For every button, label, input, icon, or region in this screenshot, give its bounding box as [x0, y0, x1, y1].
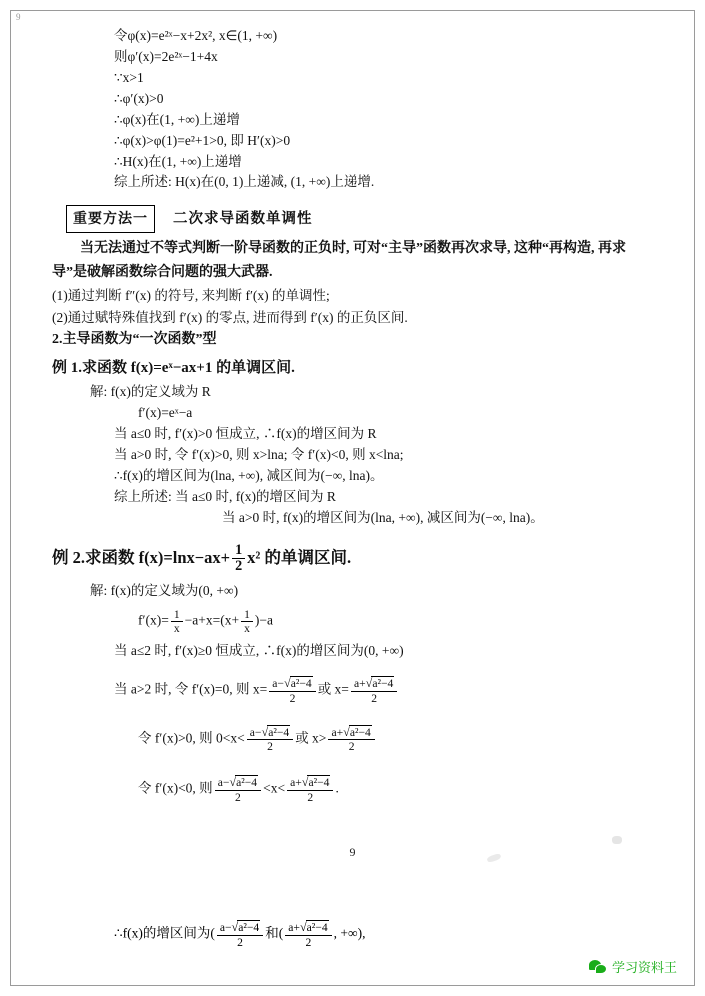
e2-l5-pre: 令 f′(x)>0, 则 0<x<: [138, 730, 245, 746]
sqrt-icon: √a²−4: [343, 724, 371, 739]
e2-l7-mid: 和(: [265, 925, 284, 941]
example-1-line-1: 解: f(x)的定义域为 R: [90, 384, 211, 400]
e2-l5-fraction-2: [328, 725, 374, 754]
e2-l7-f1-den: 2: [217, 935, 263, 949]
example-2-head-post: x² 的单调区间.: [247, 547, 352, 567]
wechat-icon: [589, 960, 606, 974]
example-2-head-fraction: [232, 543, 245, 576]
e2-l5-mid: 或 x>: [295, 730, 327, 746]
method-paragraph: 当无法通过不等式判断一阶导函数的正负时, 可对“主导”函数再次求导, 这种“再构造, 再求导”是破解函数综合问题的强大武器.: [52, 241, 626, 280]
e2-l2-f1-den: x: [171, 621, 183, 635]
e2-l7-f2-num: [285, 920, 331, 935]
e2-l6-f2-num: [287, 775, 333, 790]
example-1-heading: 例 1.求函数 f(x)=eˣ−ax+1 的单调区间.: [52, 359, 295, 376]
page-content: [52, 26, 652, 804]
method-point-1: (1)通过判断 f″(x) 的符号, 来判断 f′(x) 的单调性;: [52, 287, 330, 303]
method-point-2: (2)通过赋特殊值找到 f′(x) 的零点, 进而得到 f′(x) 的正负区间.: [52, 309, 408, 325]
example-2-line-1: 解: f(x)的定义域为(0, +∞): [90, 583, 239, 599]
e2-l4-mid: 或 x=: [317, 681, 349, 697]
top-line-5: ∴φ(x)在(1, +∞)上递增: [114, 111, 240, 127]
example-2-head-frac-num: 1: [235, 541, 243, 558]
e2-l7-fraction-1: [217, 920, 263, 949]
e2-l6-f1-a: a−: [217, 776, 230, 790]
sqrt-icon: √a²−4: [261, 724, 290, 739]
e2-l6-post: .: [335, 780, 339, 796]
e2-l5-f2-a: a+: [331, 725, 344, 739]
e2-l4-fraction-1: [269, 676, 315, 705]
e2-l6-fraction-1: [215, 775, 261, 804]
e2-l2-f1-num: 1: [173, 608, 180, 622]
e2-l7-f2-den: 2: [285, 935, 331, 949]
top-line-6: ∴φ(x)>φ(1)=e²+1>0, 即 H′(x)>0: [114, 132, 291, 148]
example-2-line-7: [52, 920, 652, 949]
e2-l6-f2-a: a+: [290, 776, 302, 790]
e2-l2-fraction-2: [241, 608, 253, 635]
sqrt-icon: √a²−4: [365, 676, 394, 691]
e2-l7-fraction-2: [285, 920, 331, 949]
corner-page-mark: 9: [16, 12, 21, 22]
e2-l7-f1-radicand: a²−4: [238, 921, 260, 934]
sqrt-icon: √a²−4: [301, 775, 330, 790]
e2-l4-f1-den: 2: [269, 691, 315, 705]
e2-l7-f2-radicand: a²−4: [306, 921, 328, 934]
method-title: 二次求导函数单调性: [173, 210, 313, 227]
method-badge: 重要方法一: [66, 205, 155, 233]
example-1-line-3: 当 a≤0 时, f′(x)>0 恒成立, ∴f(x)的增区间为 R: [114, 425, 377, 441]
example-1-line-7: 当 a>0 时, f(x)的增区间为(lna, +∞), 减区间为(−∞, lna)。: [222, 509, 544, 525]
e2-l2-f2-num: 1: [244, 608, 250, 622]
scan-artifact: [612, 836, 622, 844]
e2-l4-f1-num: [269, 676, 315, 691]
e2-l7-post: , +∞),: [333, 925, 366, 941]
example-1-line-5: ∴f(x)的增区间为(lna, +∞), 减区间为(−∞, lna)。: [114, 467, 384, 483]
e2-l6-f1-radicand: a²−4: [236, 776, 258, 790]
sqrt-icon: √a²−4: [299, 920, 328, 934]
e2-l6-f2-den: 2: [287, 790, 333, 804]
e2-l7-f1-num: [217, 920, 263, 935]
e2-l5-f1-num: [247, 725, 293, 740]
sqrt-icon: √a²−4: [283, 676, 312, 691]
example-1-line-2: f′(x)=eˣ−a: [138, 405, 193, 421]
e2-l4-f2-radicand: a²−4: [372, 677, 394, 691]
e2-l7-pre: ∴f(x)的增区间为(: [114, 925, 215, 941]
e2-l5-f1-a: a−: [249, 725, 262, 739]
e2-l6-f1-num: [215, 775, 261, 790]
top-line-7: ∴H(x)在(1, +∞)上递增: [114, 153, 242, 169]
top-block: [52, 26, 652, 193]
e2-l2-f2-den: x: [241, 621, 253, 635]
e2-l4-f2-a: a+: [353, 677, 366, 691]
e2-l7-f2-a: a+: [288, 921, 300, 934]
example-2-line-2: [52, 608, 652, 635]
section-2-heading: 2.主导函数为“一次函数”型: [52, 332, 217, 348]
top-line-8: 综上所述: H(x)在(0, 1)上递减, (1, +∞)上递增.: [114, 174, 375, 190]
e2-l5-f2-den: 2: [328, 739, 374, 753]
example-2-line-3: 当 a≤2 时, f′(x)≥0 恒成立, ∴f(x)的增区间为(0, +∞): [114, 643, 404, 659]
example-2-line-6: [52, 775, 652, 804]
top-line-4: ∴φ′(x)>0: [114, 90, 164, 106]
e2-l6-f2-radicand: a²−4: [308, 776, 330, 790]
example-2-head-frac-den: 2: [232, 558, 245, 575]
e2-l5-f2-radicand: a²−4: [349, 725, 371, 739]
example-2-heading: [52, 543, 652, 576]
e2-l5-f2-num: [328, 725, 374, 740]
top-line-3: ∵x>1: [114, 69, 144, 85]
e2-l6-fraction-2: [287, 775, 333, 804]
e2-l4-fraction-2: [351, 676, 397, 705]
top-line-1: 令φ(x)=e²ˣ−x+2x², x∈(1, +∞): [114, 28, 278, 43]
sqrt-icon: √a²−4: [229, 775, 258, 790]
top-line-2: 则φ′(x)=2e²ˣ−1+4x: [114, 48, 218, 64]
method-header: [52, 205, 652, 233]
sqrt-icon: √a²−4: [231, 920, 260, 934]
e2-l2-fraction-1: [171, 608, 183, 635]
e2-l4-pre: 当 a>2 时, 令 f′(x)=0, 则 x=: [114, 681, 268, 697]
e2-l6-f1-den: 2: [215, 790, 261, 804]
watermark: [589, 957, 677, 976]
e2-l5-f1-den: 2: [247, 739, 293, 753]
e2-l2-post: )−a: [254, 612, 273, 628]
example-2-head-pre: 例 2.求函数 f(x)=lnx−ax+: [52, 547, 231, 567]
e2-l4-f1-radicand: a²−4: [290, 677, 312, 691]
e2-l5-fraction-1: [247, 725, 293, 754]
e2-l4-f2-den: 2: [351, 691, 397, 705]
example-1-line-6: 综上所述: 当 a≤0 时, f(x)的增区间为 R: [114, 488, 336, 504]
e2-l4-f2-num: [351, 676, 397, 691]
e2-l4-f1-a: a−: [272, 677, 284, 691]
watermark-label: 学习资料王: [611, 960, 677, 975]
e2-l5-f1-radicand: a²−4: [268, 725, 290, 739]
example-2-line-4: [52, 676, 652, 705]
e2-l2-mid: −a+x=(x+: [184, 612, 240, 628]
page-number: 9: [349, 845, 356, 859]
e2-l6-pre: 令 f′(x)<0, 则: [138, 780, 213, 796]
example-1-line-4: 当 a>0 时, 令 f′(x)>0, 则 x>lna; 令 f′(x)<0, 则 x<lna;: [114, 446, 404, 462]
e2-l2-pre: f′(x)=: [138, 612, 169, 628]
example-2-line-5: [52, 725, 652, 754]
e2-l7-f1-a: a−: [219, 921, 232, 934]
e2-l6-mid: <x<: [263, 780, 286, 796]
